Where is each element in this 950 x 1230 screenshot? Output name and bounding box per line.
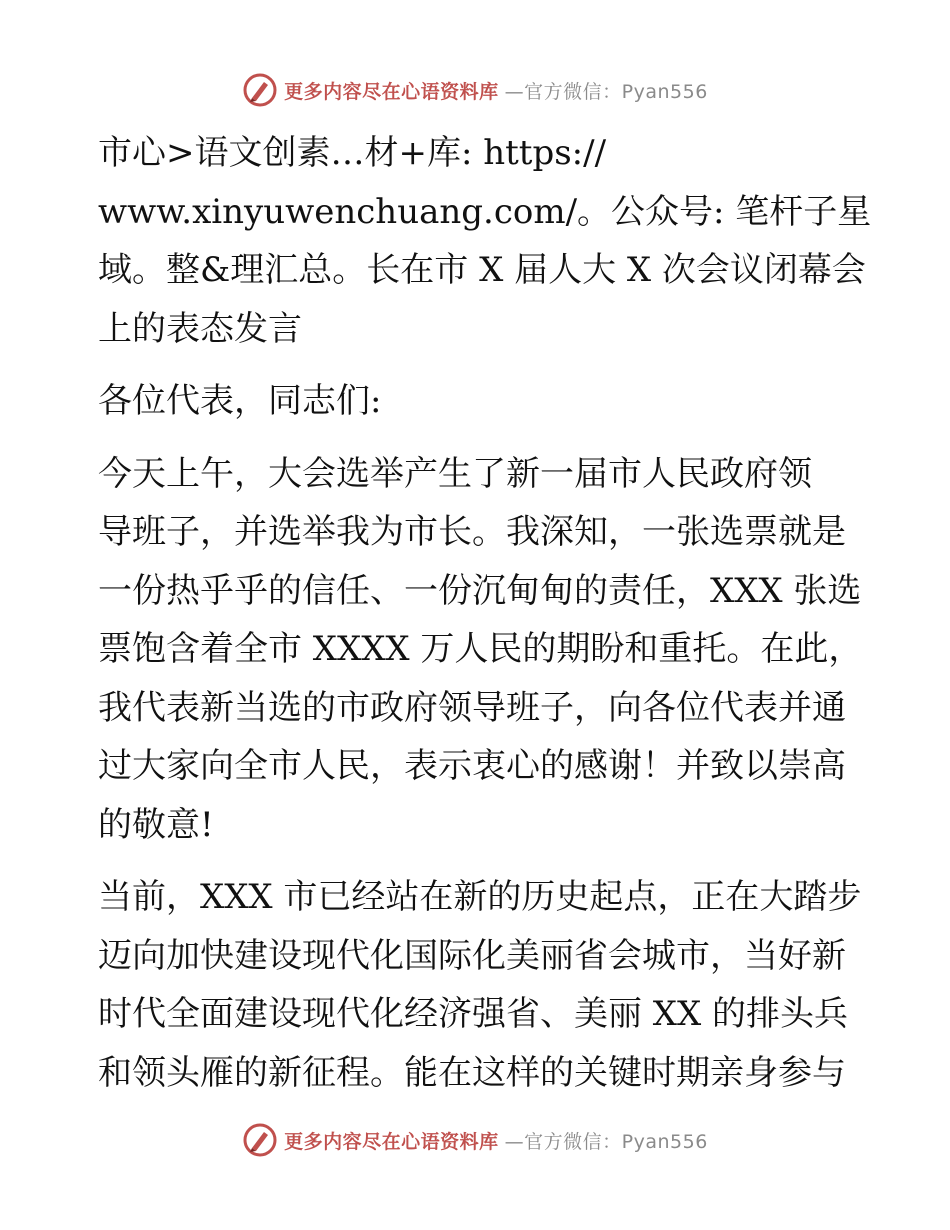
document-body [98,124,872,1116]
paragraph-line: 市心>语文创素…材+库: https:// [98,133,607,173]
paragraph [98,868,862,1102]
paragraph-line: 当前，XXX 市已经站在新的历史起点，正在大踏步 [98,877,862,917]
paragraph-line: 导班子，并选举我为市长。我深知，一张选票就是 [98,512,846,552]
paragraph-line: 的敬意! [98,804,214,845]
header-banner-inner [242,72,708,108]
paragraph-line: 一份热乎乎的信任、一份沉甸甸的责任，XXX 张选 [98,570,862,611]
pen-circle-logo-icon [242,72,278,108]
footer-banner [0,1118,950,1162]
header-banner [0,68,950,112]
paragraph-line: 迈向加快建设现代化国际化美丽省会城市，当好新 [98,935,846,976]
paragraph-line: www.xinyuwenchuang.com/。公众号: 笔杆子星 [98,191,872,232]
paragraph-line: 上的表态发言 [98,308,302,349]
paragraph [98,124,872,358]
footer-banner-title: 更多内容尽在心语资料库 [284,1130,499,1153]
footer-banner-inner [242,1122,708,1158]
pen-circle-logo-icon [242,1122,278,1158]
paragraph-line: 和领头雁的新征程。能在这样的关键时期亲身参与 [98,1052,846,1093]
footer-banner-wechat: —官方微信：Pyan556 [504,1130,708,1153]
paragraph [98,445,863,855]
paragraph-line: 过大家向全市人民，表示衷心的感谢！并致以崇高 [98,746,846,786]
paragraph-line: 时代全面建设现代化经济强省、美丽 XX 的排头兵 [98,994,849,1034]
header-banner-title: 更多内容尽在心语资料库 [284,80,499,103]
paragraph-line: 票饱含着全市 XXXX 万人民的期盼和重托。在此， [98,629,863,669]
header-banner-wechat: —官方微信：Pyan556 [504,80,708,103]
paragraph [98,372,858,431]
paragraph-line: 今天上午，大会选举产生了新一届市人民政府领 [98,453,812,494]
paragraph-line: 域。整&理汇总。长在市 X 届人大 X 次会议闭幕会 [98,250,866,290]
paragraph-line: 各位代表，同志们: [98,381,382,421]
paragraph-line: 我代表新当选的市政府领导班子，向各位代表并通 [98,687,846,728]
